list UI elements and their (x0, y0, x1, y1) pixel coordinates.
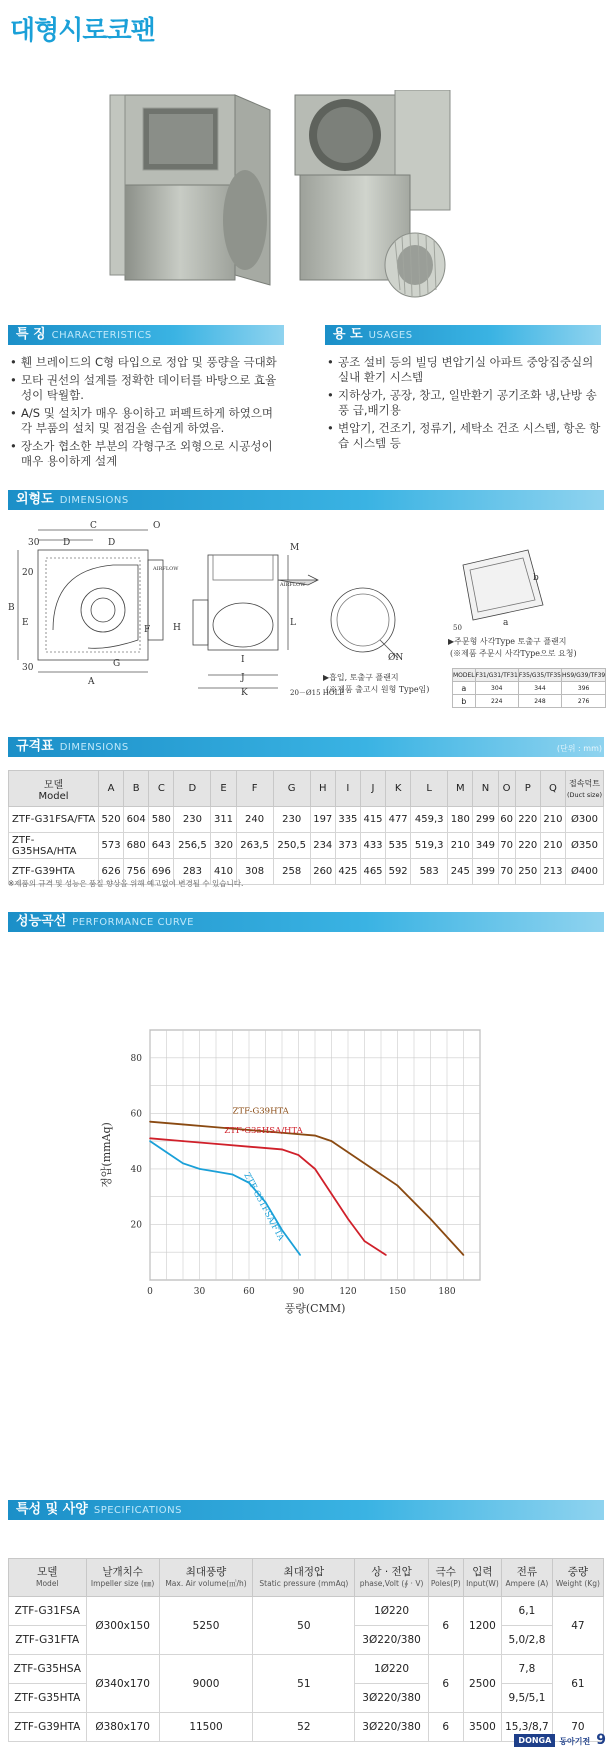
column-header: K (386, 771, 411, 807)
column-header: L (411, 771, 448, 807)
dim-label-g: G (113, 659, 121, 669)
table-cell: 70 (498, 833, 515, 859)
dim-label-b: B (8, 603, 15, 613)
table-cell: 213 (540, 859, 565, 885)
spec-header-en: Model (36, 1578, 59, 1588)
model-cell: ZTF-G39HTA (9, 859, 99, 885)
table-cell: 415 (360, 807, 385, 833)
airflow-label-1: AIRFLOW (153, 566, 179, 572)
table-cell: 210 (540, 807, 565, 833)
table-cell: 583 (411, 859, 448, 885)
air-volume-cell: 5250 (159, 1597, 253, 1655)
section-usages-title: 용 도 (333, 327, 363, 342)
table-cell: 197 (310, 807, 335, 833)
spec-header-en: Max. Air volume(㎥/h) (165, 1578, 247, 1588)
spec-header-ko: 입력 (472, 1565, 493, 1578)
weight-cell: 47 (552, 1597, 603, 1655)
table-cell: Ø300 (566, 807, 604, 833)
spec-column-header (253, 1559, 355, 1597)
product-photo-front (105, 90, 280, 290)
dim-label-f: F (144, 625, 151, 635)
series-point (215, 1126, 217, 1128)
poles-cell: 6 (428, 1655, 463, 1713)
spec-column-header (502, 1559, 553, 1597)
page-number: 9 (596, 1732, 606, 1748)
rect-flange-note-2: (※제품 주문시 사각Type으로 요청) (450, 649, 577, 658)
ampere-cell: 15,3/8,7 (502, 1713, 553, 1742)
series-point (248, 1146, 250, 1148)
table-cell: 230 (273, 807, 310, 833)
spec-header-en: Poles(P) (430, 1578, 461, 1588)
section-dimensions-title: 규격표 (16, 739, 54, 754)
series-point (463, 1254, 465, 1256)
series-point (199, 1168, 201, 1170)
model-cell: ZTF-G35HSA/HTA (9, 833, 99, 859)
table-cell: 260 (310, 859, 335, 885)
series-point (331, 1193, 333, 1195)
spec-header-ko: 최대정압 (283, 1565, 325, 1578)
dim-label-e: E (22, 618, 29, 628)
table-cell: Ø350 (566, 833, 604, 859)
section-characteristics-title: 특 징 (16, 327, 46, 342)
y-tick-label: 60 (130, 1109, 142, 1120)
impeller-cell: Ø380x170 (86, 1713, 159, 1742)
flange-table-header: F35/G35/TF35 (518, 669, 561, 682)
table-cell: 477 (386, 807, 411, 833)
section-specifications-title-en: SPECIFICATIONS (93, 1505, 182, 1516)
flange-table-header: F31/G31/TF31 (475, 669, 518, 682)
table-cell: 399 (473, 859, 498, 885)
series-point (331, 1140, 333, 1142)
section-performance-bar (8, 912, 604, 932)
series-point (166, 1151, 168, 1153)
brand-logo (514, 1734, 555, 1747)
flange-label-b: b (533, 573, 539, 583)
specifications-table-body (9, 1597, 604, 1742)
series-point (182, 1163, 184, 1165)
table-row (9, 807, 604, 833)
brand-name-ko: 동아기전 (559, 1737, 591, 1746)
phase-volt-cell: 3Ø220/380 (355, 1626, 428, 1655)
table-cell: 283 (174, 859, 211, 885)
section-outline-bar (8, 490, 604, 510)
static-pressure-cell: 50 (253, 1597, 355, 1655)
input-cell: 3500 (463, 1713, 501, 1742)
table-cell: 220 (515, 807, 540, 833)
performance-chart (90, 1020, 510, 1320)
dimensions-header-duct (566, 771, 604, 807)
series-label: ZTF-G31FSA/FTA (241, 1171, 286, 1243)
column-header: P (515, 771, 540, 807)
header-model-en: Model (38, 790, 69, 802)
list-item: • 공조 설비 등의 빌딩 변압기실 아파트 중앙집중실의 실내 환기 시스템 (327, 355, 605, 385)
dimensions-header-model (9, 771, 99, 807)
spec-header-en: Static pressure (mmAq) (259, 1578, 349, 1588)
dimensions-table (8, 770, 604, 885)
hole-label: 20－Ø15 HOLE (290, 689, 345, 697)
series-point (314, 1135, 316, 1137)
spec-header-ko: 최대풍량 (185, 1565, 227, 1578)
spec-header-ko: 극수 (435, 1565, 456, 1578)
flange-table-cell: b (453, 695, 476, 708)
model-cell: ZTF-G39HTA (9, 1713, 87, 1742)
table-cell: 459,3 (411, 807, 448, 833)
table-cell: 520 (99, 807, 124, 833)
x-tick-label: 90 (292, 1287, 305, 1297)
column-header: B (124, 771, 149, 807)
static-pressure-cell: 51 (253, 1655, 355, 1713)
y-tick-label: 40 (130, 1164, 142, 1175)
flange-table-header: MODEL (453, 669, 476, 682)
table-row (9, 1655, 604, 1684)
spec-header-ko: 전류 (516, 1565, 538, 1578)
series-point (215, 1143, 217, 1145)
flange-table-cell: 304 (475, 682, 518, 695)
ampere-cell: 7,8 (502, 1655, 553, 1684)
table-row (9, 1597, 604, 1626)
page-title: 대형시로코팬 (10, 16, 155, 46)
dimensions-header-row (9, 771, 604, 807)
input-cell: 2500 (463, 1655, 501, 1713)
table-cell: 349 (473, 833, 498, 859)
x-tick-label: 120 (339, 1287, 357, 1297)
table-cell: 433 (360, 833, 385, 859)
dim-label-30a: 30 (28, 538, 40, 548)
series-point (149, 1138, 151, 1140)
table-cell: 234 (310, 833, 335, 859)
column-header: H (310, 771, 335, 807)
product-photo-side (290, 90, 465, 300)
table-cell: 240 (236, 807, 273, 833)
section-specifications-title: 특성 및 사양 (16, 1502, 88, 1517)
dim-label-20a: 20 (22, 568, 34, 578)
airflow-label-2: AIRFLOW (280, 582, 306, 588)
series-point (364, 1163, 366, 1165)
table-cell: 756 (124, 859, 149, 885)
list-item: • 장소가 협소한 부분의 각형구조 외형으로 시공성이 매우 용이하게 설계 (10, 439, 285, 469)
series-point (232, 1174, 234, 1176)
dim-label-i: I (241, 655, 245, 665)
table-cell: 210 (540, 833, 565, 859)
static-pressure-cell: 52 (253, 1713, 355, 1742)
section-dimensions-title-en: DIMENSIONS (59, 742, 129, 753)
spec-column-header (86, 1559, 159, 1597)
table-cell: 250,5 (273, 833, 310, 859)
phase-volt-cell: 1Ø220 (355, 1597, 428, 1626)
impeller-cell: Ø300x150 (86, 1597, 159, 1655)
table-cell: 70 (498, 859, 515, 885)
section-outline-title: 외형도 (16, 492, 54, 507)
column-header: J (360, 771, 385, 807)
table-cell: 180 (448, 807, 473, 833)
section-outline-title-en: DIMENSIONS (59, 495, 129, 506)
spec-header-en: Input(W) (466, 1578, 499, 1588)
spec-column-header (552, 1559, 603, 1597)
table-cell: 308 (236, 859, 273, 885)
header-duct-en: (Duct size) (567, 790, 602, 799)
spec-column-header (355, 1559, 428, 1597)
spec-header-ko: 상 · 전압 (371, 1565, 412, 1578)
table-cell: 373 (335, 833, 360, 859)
x-tick-label: 0 (147, 1287, 153, 1297)
model-cell: ZTF-G31FSA/FTA (9, 807, 99, 833)
table-cell: 250 (515, 859, 540, 885)
poles-cell: 6 (428, 1713, 463, 1742)
table-cell: 210 (448, 833, 473, 859)
series-point (299, 1254, 301, 1256)
series-label: ZTF-G39HTA (232, 1106, 289, 1117)
column-header: Q (540, 771, 565, 807)
flange-table-cell: 276 (562, 695, 606, 708)
series-point (298, 1154, 300, 1156)
round-flange-note-2: (※제품 출고시 원형 Type임) (326, 685, 430, 694)
air-volume-cell: 9000 (159, 1655, 253, 1713)
specifications-header-row (9, 1559, 604, 1597)
column-header: I (335, 771, 360, 807)
series-point (149, 1140, 151, 1142)
column-header: C (149, 771, 174, 807)
characteristics-list (10, 355, 285, 472)
rect-flange-note-1: ▶주문형 사각Type 토출구 플랜지 (448, 637, 567, 646)
dim-label-h: H (173, 623, 181, 633)
table-cell: 335 (335, 807, 360, 833)
header-model-ko: 모델 (43, 779, 64, 791)
flange-table-cell: 396 (562, 682, 606, 695)
table-cell: 425 (335, 859, 360, 885)
round-flange-note-1: ▶흡입, 토출구 플랜지 (323, 673, 399, 682)
table-cell: 643 (149, 833, 174, 859)
flange-table-cell: 224 (475, 695, 518, 708)
dim-label-n: ØN (388, 653, 404, 663)
weight-cell: 61 (552, 1655, 603, 1713)
usages-list (327, 355, 605, 454)
table-cell: 535 (386, 833, 411, 859)
table-cell: 258 (273, 859, 310, 885)
series-point (385, 1254, 387, 1256)
ampere-cell: 9,5/5,1 (502, 1684, 553, 1713)
flange-table-cell: 344 (518, 682, 561, 695)
series-point (397, 1185, 399, 1187)
phase-volt-cell: 3Ø220/380 (355, 1713, 428, 1742)
dim-label-m: M (290, 543, 300, 553)
section-usages-title-en: USAGES (368, 330, 413, 341)
spec-column-header (463, 1559, 501, 1597)
table-cell: 263,5 (236, 833, 273, 859)
section-characteristics-bar (8, 325, 284, 345)
table-cell: 680 (124, 833, 149, 859)
section-characteristics-title-en: CHARACTERISTICS (51, 330, 152, 341)
section-dimensions-bar (8, 737, 604, 757)
dimensions-note: ※제품의 규격 및 성능은 품질 향상을 위해 예고없이 변경될 수 있습니다. (8, 879, 244, 888)
dim-label-o: O (153, 521, 161, 531)
table-cell: 580 (149, 807, 174, 833)
list-item: • 휀 브레이드의 C형 타입으로 정압 및 풍량을 극대화 (10, 355, 285, 370)
spec-header-ko: 날개치수 (102, 1565, 143, 1578)
phase-volt-cell: 1Ø220 (355, 1655, 428, 1684)
table-cell: 696 (149, 859, 174, 885)
dim-label-d1: D (63, 538, 71, 548)
flange-table (452, 668, 606, 708)
column-header: O (498, 771, 515, 807)
series-point (281, 1149, 283, 1151)
spec-header-en: Ampere (A) (505, 1578, 549, 1588)
column-header: F (236, 771, 273, 807)
table-cell: 299 (473, 807, 498, 833)
spec-column-header (428, 1559, 463, 1597)
ampere-cell: 5,0/2,8 (502, 1626, 553, 1655)
table-cell: 604 (124, 807, 149, 833)
model-cell: ZTF-G35HTA (9, 1684, 87, 1713)
table-cell: 592 (386, 859, 411, 885)
spec-column-header (159, 1559, 253, 1597)
specifications-table (8, 1558, 604, 1742)
section-performance-title-en: PERFORMANCE CURVE (72, 917, 194, 928)
table-cell: 519,3 (411, 833, 448, 859)
model-cell: ZTF-G31FSA (9, 1597, 87, 1626)
column-header: D (174, 771, 211, 807)
table-cell: 465 (360, 859, 385, 885)
spec-column-header (9, 1559, 87, 1597)
flange-label-a: a (503, 618, 509, 628)
spec-header-en: phase,Volt (∮ · V) (359, 1578, 424, 1588)
flange-table-cell: 248 (518, 695, 561, 708)
series-point (215, 1171, 217, 1173)
series-point (430, 1218, 432, 1220)
list-item: • 모타 권선의 설계를 정확한 데이터를 바탕으로 효율성이 탁월함. (10, 373, 285, 403)
column-header: N (473, 771, 498, 807)
flange-label-50: 50 (453, 624, 462, 632)
y-tick-label: 20 (130, 1220, 142, 1231)
dim-label-c: C (90, 521, 97, 531)
input-cell: 1200 (463, 1597, 501, 1655)
column-header: E (211, 771, 236, 807)
dimensions-table-body (9, 807, 604, 885)
list-item: • A/S 및 설치가 매우 용이하고 퍼펙트하게 하였으며 각 부품의 설치 및 점검을 손쉽게 하였음. (10, 406, 285, 436)
weight-cell: 70 (552, 1713, 603, 1742)
series-point (347, 1218, 349, 1220)
ampere-cell: 6,1 (502, 1597, 553, 1626)
table-cell: 220 (515, 833, 540, 859)
table-row (9, 833, 604, 859)
table-cell: 573 (99, 833, 124, 859)
table-cell: 320 (211, 833, 236, 859)
spec-header-ko: 중량 (567, 1565, 589, 1578)
phase-volt-cell: 3Ø220/380 (355, 1684, 428, 1713)
series-point (149, 1121, 151, 1123)
series-point (182, 1124, 184, 1126)
column-header: A (99, 771, 124, 807)
brand-name: DONGA (518, 1735, 552, 1745)
y-tick-label: 80 (130, 1053, 142, 1064)
dimensions-unit: (단위 : mm) (556, 744, 602, 753)
x-tick-label: 150 (388, 1287, 407, 1297)
spec-header-ko: 모델 (37, 1565, 58, 1578)
y-axis-label: 정압(mmAq) (100, 1122, 113, 1188)
x-axis-label: 풍량(CMM) (284, 1302, 346, 1315)
series-point (364, 1240, 366, 1242)
flange-table-header: HS9/G39/TF39 (562, 669, 606, 682)
series-point (182, 1140, 184, 1142)
table-cell: 230 (174, 807, 211, 833)
air-volume-cell: 11500 (159, 1713, 253, 1742)
section-usages-bar (325, 325, 601, 345)
dim-label-k: K (241, 688, 248, 698)
impeller-cell: Ø340x170 (86, 1655, 159, 1713)
series-point (314, 1168, 316, 1170)
page-footer (514, 1732, 606, 1748)
section-performance-title: 성능곡선 (16, 914, 67, 929)
model-cell: ZTF-G31FTA (9, 1626, 87, 1655)
dim-label-d2: D (108, 538, 116, 548)
section-specifications-bar (8, 1500, 604, 1520)
dim-label-30b: 30 (22, 663, 34, 673)
x-tick-label: 30 (193, 1287, 206, 1297)
dim-label-l: L (290, 618, 296, 628)
table-cell: 626 (99, 859, 124, 885)
column-header: G (273, 771, 310, 807)
table-cell: Ø400 (566, 859, 604, 885)
list-item: • 변압기, 건조기, 정류기, 세탁소 건조 시스템, 항온 항습 시스템 등 (327, 421, 605, 451)
series-label: ZTF-G35HSA/HTA (224, 1125, 303, 1136)
table-cell: 410 (211, 859, 236, 885)
flange-table-cell: a (453, 682, 476, 695)
spec-header-en: Weight (Kg) (555, 1578, 600, 1588)
dim-label-j: J (241, 673, 245, 683)
dim-label-a: A (88, 677, 95, 687)
model-cell: ZTF-G35HSA (9, 1655, 87, 1684)
table-cell: 311 (211, 807, 236, 833)
list-item: • 지하상가, 공장, 창고, 일반환기 공기조화 냉,난방 송풍 급,배기용 (327, 388, 605, 418)
table-cell: 256,5 (174, 833, 211, 859)
x-tick-label: 60 (243, 1287, 255, 1297)
header-duct-ko: 접속덕트 (569, 778, 600, 788)
x-tick-label: 180 (438, 1287, 456, 1297)
column-header: M (448, 771, 473, 807)
table-cell: 60 (498, 807, 515, 833)
table-cell: 245 (448, 859, 473, 885)
spec-header-en: Impeller size (㎜) (90, 1578, 155, 1588)
poles-cell: 6 (428, 1597, 463, 1655)
